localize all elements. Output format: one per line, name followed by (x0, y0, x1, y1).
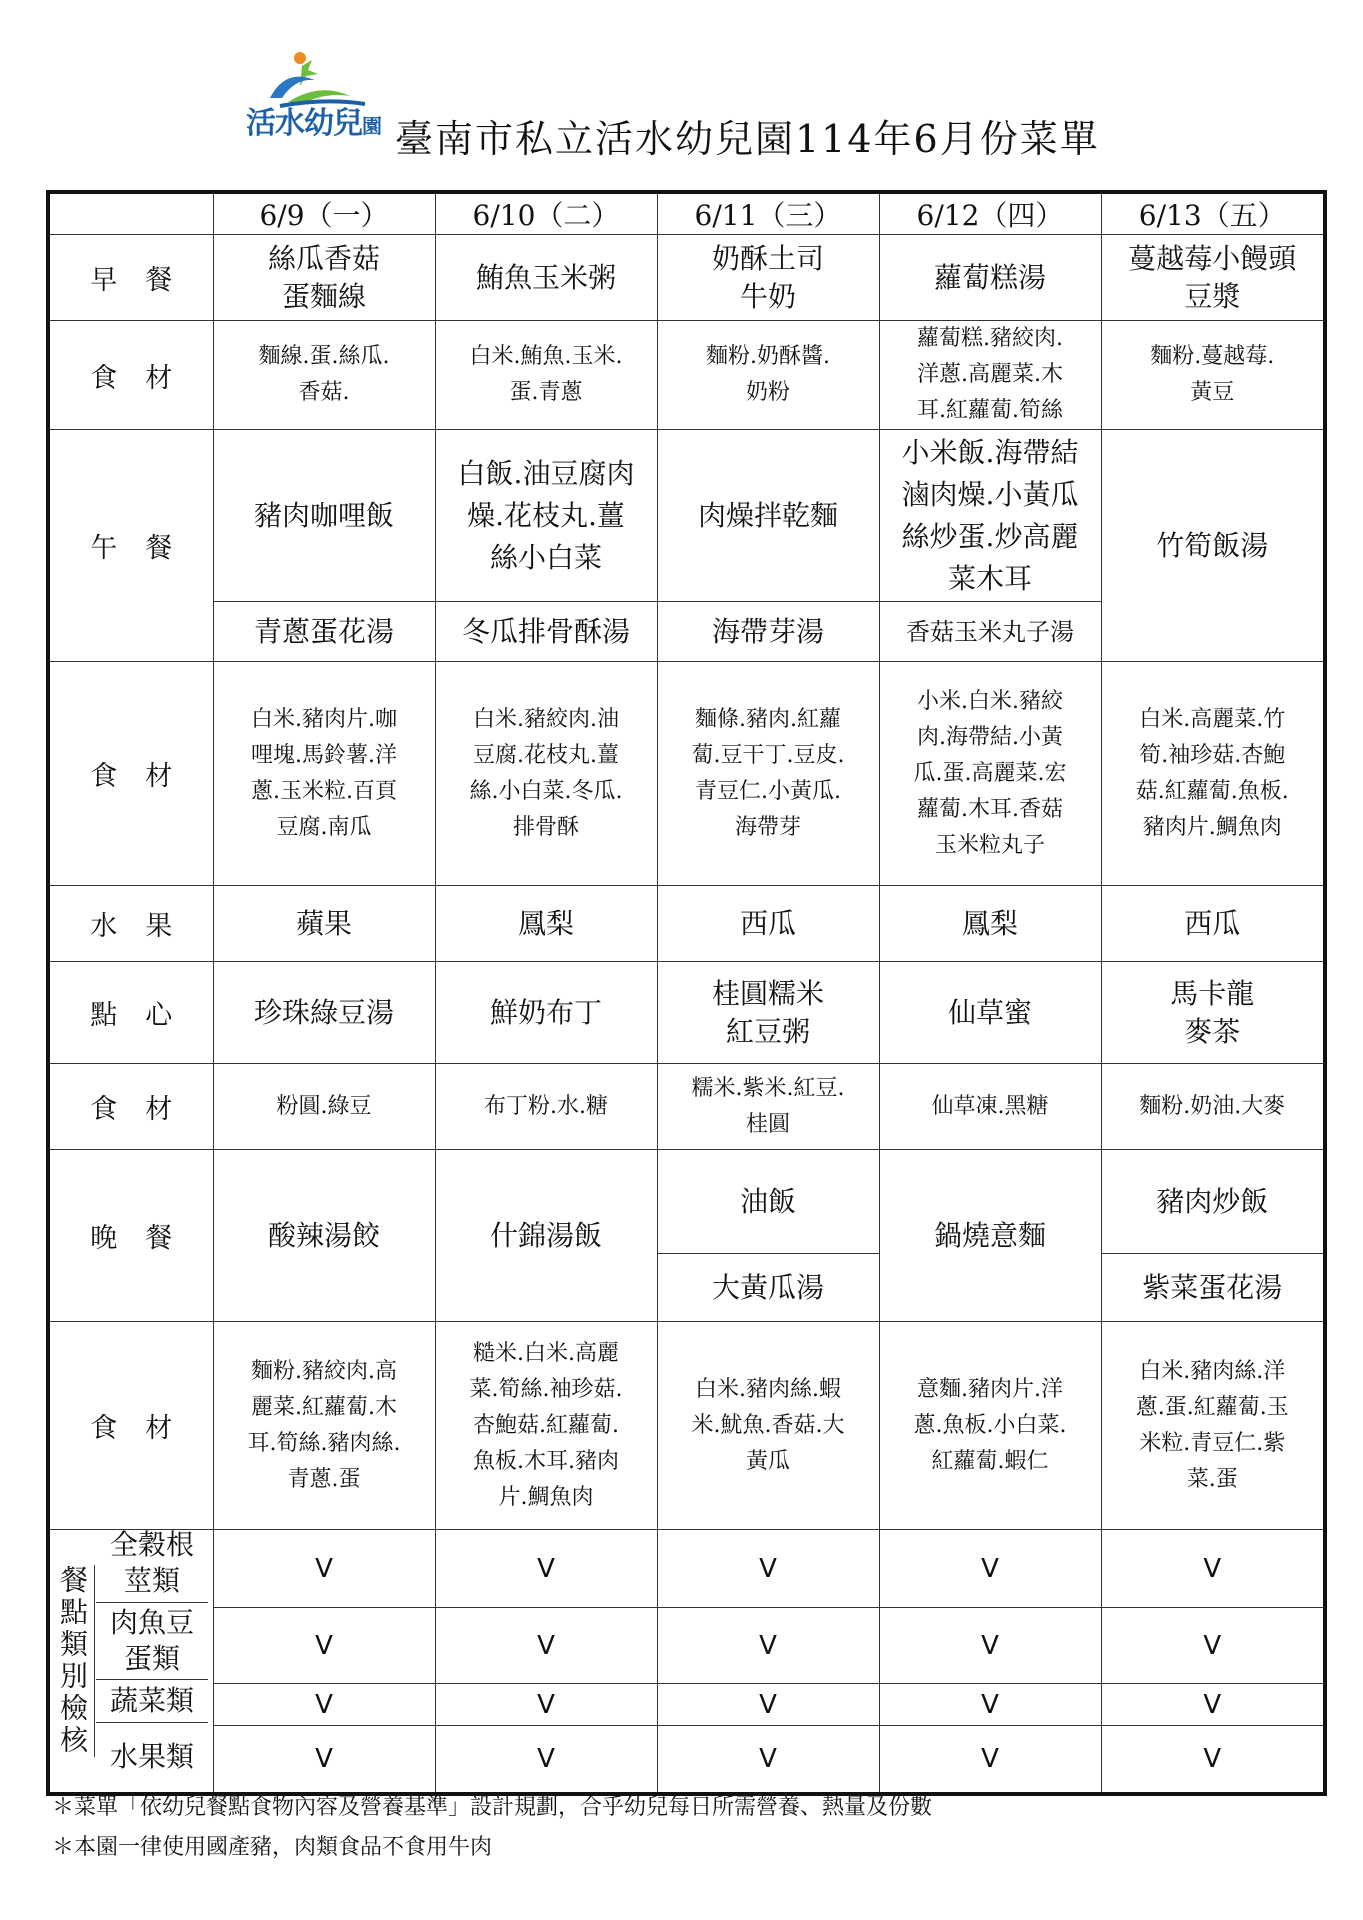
check-mark: V (435, 1530, 657, 1608)
category-check-label: 餐點類別檢核 (50, 1565, 95, 1757)
ingredient-list: 白米.鮪魚.玉米. 蛋.青蔥 (435, 321, 657, 430)
category-name: 肉魚豆 蛋類 (96, 1603, 208, 1680)
ingredient-list: 白米.豬肉片.咖 哩塊.馬鈴薯.洋 蔥.玉米粒.百頁 豆腐.南瓜 (213, 662, 435, 886)
page-header (0, 0, 1363, 190)
breakfast-dish: 蘿蔔糕湯 (879, 235, 1101, 321)
check-mark: V (1101, 1530, 1325, 1608)
dinner-soup: 紫菜蛋花湯 (1101, 1254, 1325, 1322)
check-mark: V (213, 1726, 435, 1794)
ingredient-list: 麵粉.奶油.大麥 (1101, 1064, 1325, 1150)
check-mark: V (879, 1726, 1101, 1794)
ingredient-list: 白米.豬肉絲.蝦 米.魷魚.香菇.大 黃瓜 (657, 1322, 879, 1530)
fruit-item: 鳳梨 (435, 886, 657, 962)
fruit-item: 蘋果 (213, 886, 435, 962)
row-label: 早餐 (48, 235, 213, 321)
category-row (48, 1608, 1325, 1684)
check-mark: V (879, 1684, 1101, 1726)
row-label: 點心 (48, 962, 213, 1064)
check-mark: V (1101, 1684, 1325, 1726)
snack-dish: 鮮奶布丁 (435, 962, 657, 1064)
footnote: ＊菜單「依幼兒餐點食物內容及營養基準」設計規劃，合乎幼兒每日所需營養、熱量及份數 (52, 1795, 933, 1820)
check-mark: V (1101, 1608, 1325, 1684)
dinner-dish: 鍋燒意麵 (879, 1150, 1101, 1322)
lunch-main-row (48, 430, 1325, 602)
lunch-main: 肉燥拌乾麵 (657, 430, 879, 602)
breakfast-dish: 奶酥土司 牛奶 (657, 235, 879, 321)
check-mark: V (435, 1608, 657, 1684)
snack-ingredients-row (48, 1064, 1325, 1150)
lunch-soup: 香菇玉米丸子湯 (879, 602, 1101, 662)
row-label: 食材 (48, 1064, 213, 1150)
check-mark: V (657, 1530, 879, 1608)
snack-dish: 仙草蜜 (879, 962, 1101, 1064)
category-row (48, 1684, 1325, 1726)
row-label: 食材 (48, 321, 213, 430)
snack-row (48, 962, 1325, 1064)
day-header: 6/10（二） (435, 192, 657, 235)
ingredient-list: 麵條.豬肉.紅蘿 蔔.豆干丁.豆皮. 青豆仁.小黃瓜. 海帶芽 (657, 662, 879, 886)
ingredient-list: 麵線.蛋.絲瓜. 香菇. (213, 321, 435, 430)
lunch-main: 白飯.油豆腐肉 燥.花枝丸.薑 絲小白菜 (435, 430, 657, 602)
ingredient-list: 蘿蔔糕.豬絞肉. 洋蔥.高麗菜.木 耳.紅蘿蔔.筍絲 (879, 321, 1101, 430)
dinner-main-row (48, 1150, 1325, 1254)
category-name: 蔬菜類 (96, 1680, 208, 1723)
ingredient-list: 糯米.紫米.紅豆. 桂圓 (657, 1064, 879, 1150)
menu-table (46, 190, 1327, 1796)
footnotes (52, 1788, 932, 1868)
breakfast-dish: 鮪魚玉米粥 (435, 235, 657, 321)
logo-text: 活水幼兒園 (246, 106, 381, 141)
row-label: 食材 (48, 662, 213, 886)
dinner-main: 豬肉炒飯 (1101, 1150, 1325, 1254)
breakfast-row (48, 235, 1325, 321)
dinner-dish: 酸辣湯餃 (213, 1150, 435, 1322)
check-mark: V (213, 1608, 435, 1684)
check-mark: V (213, 1530, 435, 1608)
check-mark: V (657, 1608, 879, 1684)
ingredient-list: 意麵.豬肉片.洋 蔥.魚板.小白菜. 紅蘿蔔.蝦仁 (879, 1322, 1101, 1530)
ingredient-list: 白米.高麗菜.竹 筍.袖珍菇.杏鮑 菇.紅蘿蔔.魚板. 豬肉片.鯛魚肉 (1101, 662, 1325, 886)
check-mark: V (435, 1726, 657, 1794)
category-name: 水果類 (109, 1740, 194, 1773)
row-label: 午餐 (48, 430, 213, 662)
kindergarten-logo (240, 48, 390, 148)
ingredient-list: 仙草凍.黑糖 (879, 1064, 1101, 1150)
snack-dish: 珍珠綠豆湯 (213, 962, 435, 1064)
day-header: 6/13（五） (1101, 192, 1325, 235)
check-mark: V (435, 1684, 657, 1726)
row-label: 水果 (48, 886, 213, 962)
fruit-item: 西瓜 (657, 886, 879, 962)
ingredient-list: 麵粉.奶酥醬. 奶粉 (657, 321, 879, 430)
fruit-item: 鳳梨 (879, 886, 1101, 962)
row-label: 晚餐 (48, 1150, 213, 1322)
snack-dish: 馬卡龍 麥茶 (1101, 962, 1325, 1064)
corner-cell (48, 192, 213, 235)
ingredient-list: 白米.豬絞肉.油 豆腐.花枝丸.薑 絲.小白菜.冬瓜. 排骨酥 (435, 662, 657, 886)
category-row (48, 1726, 1325, 1794)
fruit-row (48, 886, 1325, 962)
page-title: 臺南市私立活水幼兒園114年6月份菜單 (395, 117, 1100, 161)
lunch-soup: 青蔥蛋花湯 (213, 602, 435, 662)
check-mark: V (657, 1726, 879, 1794)
breakfast-dish: 蔓越莓小饅頭 豆漿 (1101, 235, 1325, 321)
fruit-item: 西瓜 (1101, 886, 1325, 962)
lunch-main: 豬肉咖哩飯 (213, 430, 435, 602)
ingredient-list: 麵粉.豬絞肉.高 麗菜.紅蘿蔔.木 耳.筍絲.豬肉絲. 青蔥.蛋 (213, 1322, 435, 1530)
category-row (48, 1530, 1325, 1608)
ingredient-list: 白米.豬肉絲.洋 蔥.蛋.紅蘿蔔.玉 米粒.青豆仁.紫 菜.蛋 (1101, 1322, 1325, 1530)
dinner-soup: 大黃瓜湯 (657, 1254, 879, 1322)
check-mark: V (879, 1530, 1101, 1608)
category-names (96, 1524, 208, 1791)
day-header: 6/12（四） (879, 192, 1101, 235)
ingredient-list: 粉圓.綠豆 (213, 1064, 435, 1150)
lunch-main: 小米飯.海帶結 滷肉燥.小黃瓜 絲炒蛋.炒高麗 菜木耳 (879, 430, 1101, 602)
dinner-ingredients-row (48, 1322, 1325, 1530)
dinner-dish: 什錦湯飯 (435, 1150, 657, 1322)
snack-dish: 桂圓糯米 紅豆粥 (657, 962, 879, 1064)
row-label: 食材 (48, 1322, 213, 1530)
lunch-soup: 海帶芽湯 (657, 602, 879, 662)
category-name: 全穀根 莖類 (96, 1524, 208, 1603)
day-header: 6/9（一） (213, 192, 435, 235)
check-mark: V (213, 1684, 435, 1726)
footnote: ＊本園一律使用國產豬，肉類食品不食用牛肉 (52, 1835, 493, 1860)
ingredient-list: 糙米.白米.高麗 菜.筍絲.袖珍菇. 杏鮑菇.紅蘿蔔. 魚板.木耳.豬肉 片.鯛魚肉 (435, 1322, 657, 1530)
check-mark: V (657, 1684, 879, 1726)
lunch-soup: 冬瓜排骨酥湯 (435, 602, 657, 662)
check-mark: V (1101, 1726, 1325, 1794)
day-header: 6/11（三） (657, 192, 879, 235)
ingredient-list: 布丁粉.水.糖 (435, 1064, 657, 1150)
breakfast-ingredients-row (48, 321, 1325, 430)
ingredient-list: 小米.白米.豬絞 肉.海帶結.小黃 瓜.蛋.高麗菜.宏 蘿蔔.木耳.香菇 玉米粒丸子 (879, 662, 1101, 886)
lunch-ingredients-row (48, 662, 1325, 886)
lunch-main: 竹筍飯湯 (1101, 430, 1325, 662)
dinner-main: 油飯 (657, 1150, 879, 1254)
check-mark: V (879, 1608, 1101, 1684)
breakfast-dish: 絲瓜香菇 蛋麵線 (213, 235, 435, 321)
ingredient-list: 麵粉.蔓越莓. 黃豆 (1101, 321, 1325, 430)
day-header-row (48, 192, 1325, 235)
